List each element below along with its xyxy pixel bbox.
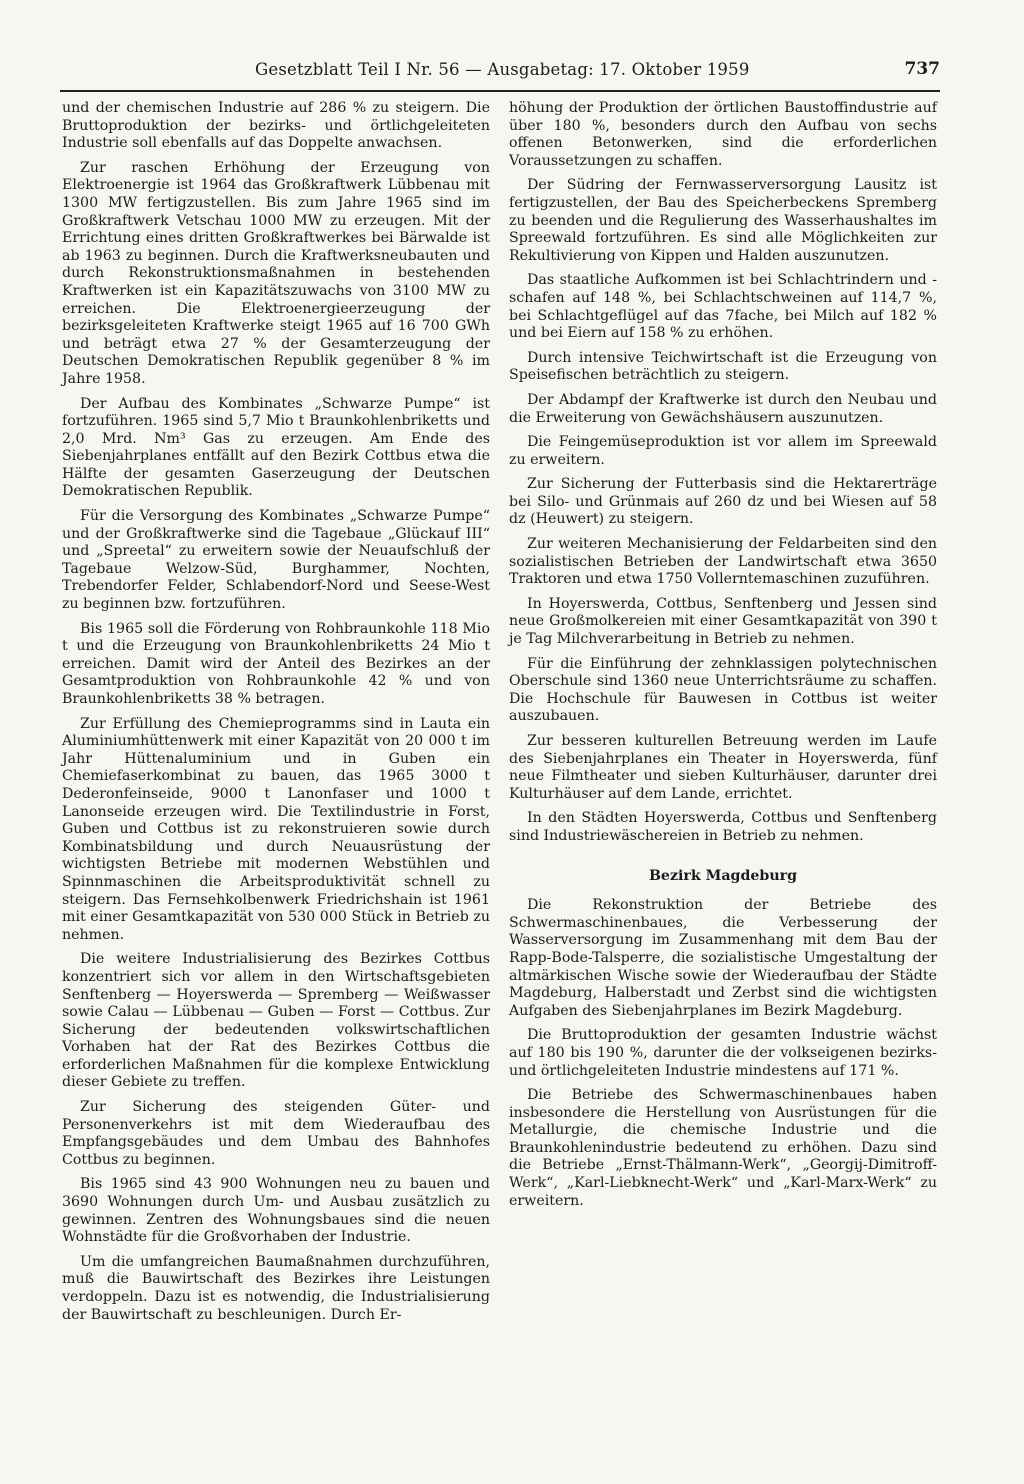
paragraph: Zur Sicherung des steigenden Güter- und Personenverkehrs ist mit dem Wiederaufbau des Empfangsgebäudes und dem Umbau des Bahnhofes Cottbus zu beginnen. xyxy=(62,1099,490,1168)
paragraph: Der Südring der Fernwasserversorgung Lausitz ist fertigzustellen, der Bau des Speicherbeckens Spremberg zu beenden und die Regulierung des Wasserhaushaltes im Spreewald fortzuführen. Es sind alle Möglichkeiten zur Rekultivierung von Kippen und Halden auszunutzen. xyxy=(509,177,937,264)
right-column xyxy=(509,100,937,1217)
paragraph: Zur raschen Erhöhung der Erzeugung von Elektroenergie ist 1964 das Großkraftwerk Lübbenau mit 1300 MW fertigzustellen. Bis zum Jahre 1965 sind im Großkraftwerk Vetschau 1000 MW zu erzeugen. Mit der Errichtung eines dritten Großkraftwerkes bei Bärwalde ist ab 1963 zu beginnen. Durch die Kraftwerksneubauten und durch Rekonstruktionsmaßnahmen in bestehenden Kraftwerken ist ein Kapazitätszuwachs von 3100 MW zu erreichen. Die Elektroenergieerzeugung der bezirksgeleiteten Kraftwerke steigt 1965 auf 16 700 GWh und beträgt etwa 27 % der Gesamterzeugung der Deutschen Demokratischen Republik gegenüber 8 % im Jahre 1958. xyxy=(62,159,490,387)
paragraph: Zur weiteren Mechanisierung der Feldarbeiten sind den sozialistischen Betrieben der Landwirtschaft etwa 3650 Traktoren und etwa 1750 Vollerntemaschinen zuzuführen. xyxy=(509,536,937,588)
page-number: 737 xyxy=(904,59,940,79)
section-heading: Bezirk Magdeburg xyxy=(648,867,798,884)
paragraph: Bis 1965 soll die Förderung von Rohbraunkohle 118 Mio t und die Erzeugung von Braunkohlenbriketts 24 Mio t erreichen. Damit wird der Anteil des Bezirkes an der Gesamtproduktion von Rohbraunkohle 42 % und von Braunkohlenbriketts 38 % betragen. xyxy=(62,620,490,707)
paragraph: Das staatliche Aufkommen ist bei Schlachtrindern und -schafen auf 148 %, bei Schlachtschweinen auf 114,7 %, bei Schlachtgeflügel auf das 7fache, bei Milch auf 182 % und bei Eiern auf 158 % zu erhöhen. xyxy=(509,272,937,342)
paragraph: Die Feingemüseproduktion ist vor allem im Spreewald zu erweitern. xyxy=(509,434,937,468)
paragraph: Die Bruttoproduktion der gesamten Industrie wächst auf 180 bis 190 %, darunter die der volkseigenen bezirks- und örtlichgeleiteten Industrie mindestens auf 171 %. xyxy=(509,1027,937,1079)
paragraph: Durch intensive Teichwirtschaft ist die Erzeugung von Speisefischen beträchtlich zu steigern. xyxy=(509,349,937,384)
paragraph: Der Aufbau des Kombinates „Schwarze Pumpe“ ist fortzuführen. 1965 sind 5,7 Mio t Braunkohlenbriketts und 2,0 Mrd. Nm³ Gas zu erzeugen. Am Ende des Siebenjahrplanes entfällt auf den Bezirk Cottbus etwa die Hälfte der gesamten Gaserzeugung der Deutschen Demokratischen Republik. xyxy=(62,395,490,500)
paragraph: Für die Versorgung des Kombinates „Schwarze Pumpe“ und der Großkraftwerke sind die Tagebaue „Glückauf III“ und „Spreetal“ zu erweitern sowie der Neuaufschluß der Tagebaue Welzow-Süd, Burghammer, Nochten, Trebendorfer Felder, Schlabendorf-Nord und Seese-West zu beginnen bzw. fortzuführen. xyxy=(62,508,490,613)
paragraph: höhung der Produktion der örtlichen Baustoffindustrie auf über 180 %, besonders durch den Aufbau von sechs offenen Betonwerken, sind die erforderlichen Voraussetzungen zu schaffen. xyxy=(509,100,937,169)
paragraph: Um die umfangreichen Baumaßnahmen durchzuführen, muß die Bauwirtschaft des Bezirkes ihre Leistungen verdoppeln. Dazu ist es notwendig, die Industrialisierung der Bauwirtschaft zu beschleunigen. Durch Er- xyxy=(62,1253,490,1323)
paragraph: Zur Erfüllung des Chemieprogramms sind in Lauta ein Aluminiumhüttenwerk mit einer Kapazität von 20 000 t im Jahr Hüttenaluminium und in Guben ein Chemiefaserkombinat zu bauen, das 1965 3000 t Dederonfeinseide, 9000 t Lanonfaser und 1000 t Lanonseide erzeugen wird. Die Textilindustrie in Forst, Guben und Cottbus ist zu rekonstruieren sowie durch Kombinatsbildung und durch Neuausrüstung der wichtigsten Betriebe mit modernen Webstühlen und Spinnmaschinen die Arbeitsproduktivität schnell zu steigern. Das Fernsehkolbenwerk Friedrichshain ist 1961 mit einer Gesamtkapazität von 530 000 Stück in Betrieb zu nehmen. xyxy=(62,715,490,943)
paragraph: Zur Sicherung der Futterbasis sind die Hektarerträge bei Silo- und Grünmais auf 260 dz und bei Wiesen auf 58 dz (Heuwert) zu steigern. xyxy=(509,476,937,528)
paragraph: Der Abdampf der Kraftwerke ist durch den Neubau und die Erweiterung von Gewächshäusern auszunutzen. xyxy=(509,391,937,426)
paragraph: Zur besseren kulturellen Betreuung werden im Laufe des Siebenjahrplanes ein Theater in Hoyerswerda, fünf neue Filmtheater und sieben Kulturhäuser, darunter drei Kulturhäuser auf dem Lande, errichtet. xyxy=(509,733,937,802)
paragraph: Für die Einführung der zehnklassigen polytechnischen Oberschule sind 1360 neue Unterrichtsräume zu schaffen. Die Hochschule für Bauwesen in Cottbus ist weiter auszubauen. xyxy=(509,655,937,725)
page-header xyxy=(60,60,940,92)
paragraph: und der chemischen Industrie auf 286 % zu steigern. Die Bruttoproduktion der bezirks- und örtlichgeleiteten Industrie soll ebenfalls auf das Doppelte anwachsen. xyxy=(62,100,490,152)
paragraph: Die Rekonstruktion der Betriebe des Schwermaschinenbaues, die Verbesserung der Wasserversorgung im Zusammenhang mit dem Bau der Rapp-Bode-Talsperre, die sozialistische Umgestaltung der altmärkischen Wische sowie der Wiederaufbau der Städte Magdeburg, Halberstadt und Zerbst sind die wichtigsten Aufgaben des Siebenjahrplanes im Bezirk Magdeburg. xyxy=(509,897,937,1019)
paragraph: In den Städten Hoyerswerda, Cottbus und Senftenberg sind Industriewäschereien in Betrieb zu nehmen. xyxy=(509,810,937,844)
header-title: Gesetzblatt Teil I Nr. 56 — Ausgabetag: 17. Oktober 1959 xyxy=(255,60,750,79)
paragraph: Die weitere Industrialisierung des Bezirkes Cottbus konzentriert sich vor allem in den Wirtschaftsgebieten Senftenberg — Hoyerswerda — Spremberg — Weißwasser sowie Calau — Lübbenau — Guben — Forst — Cottbus. Zur Sicherung der bedeutenden volkswirtschaftlichen Vorhaben hat der Rat des Bezirkes Cottbus die erforderlichen Maßnahmen für die komplexe Entwicklung dieser Gebiete zu treffen. xyxy=(62,951,490,1091)
paragraph: Bis 1965 sind 43 900 Wohnungen neu zu bauen und 3690 Wohnungen durch Um- und Ausbau zusätzlich zu gewinnen. Zentren des Wohnungsbaues sind die neuen Wohnstädte für die Großvorhaben der Industrie. xyxy=(62,1176,490,1246)
paragraph: Die Betriebe des Schwermaschinenbaues haben insbesondere die Herstellung von Ausrüstungen für die Metallurgie, die chemische Industrie und die Braunkohlenindustrie bedeutend zu erhöhen. Dazu sind die Betriebe „Ernst-Thälmann-Werk“, „Georgij-Dimitroff-Werk“, „Karl-Liebknecht-Werk“ und „Karl-Marx-Werk“ zu erweitern. xyxy=(509,1087,937,1209)
paragraph: In Hoyerswerda, Cottbus, Senftenberg und Jessen sind neue Großmolkereien mit einer Gesamtkapazität von 390 t je Tag Milchverarbeitung in Betrieb zu nehmen. xyxy=(509,595,937,648)
left-column xyxy=(62,100,490,1331)
